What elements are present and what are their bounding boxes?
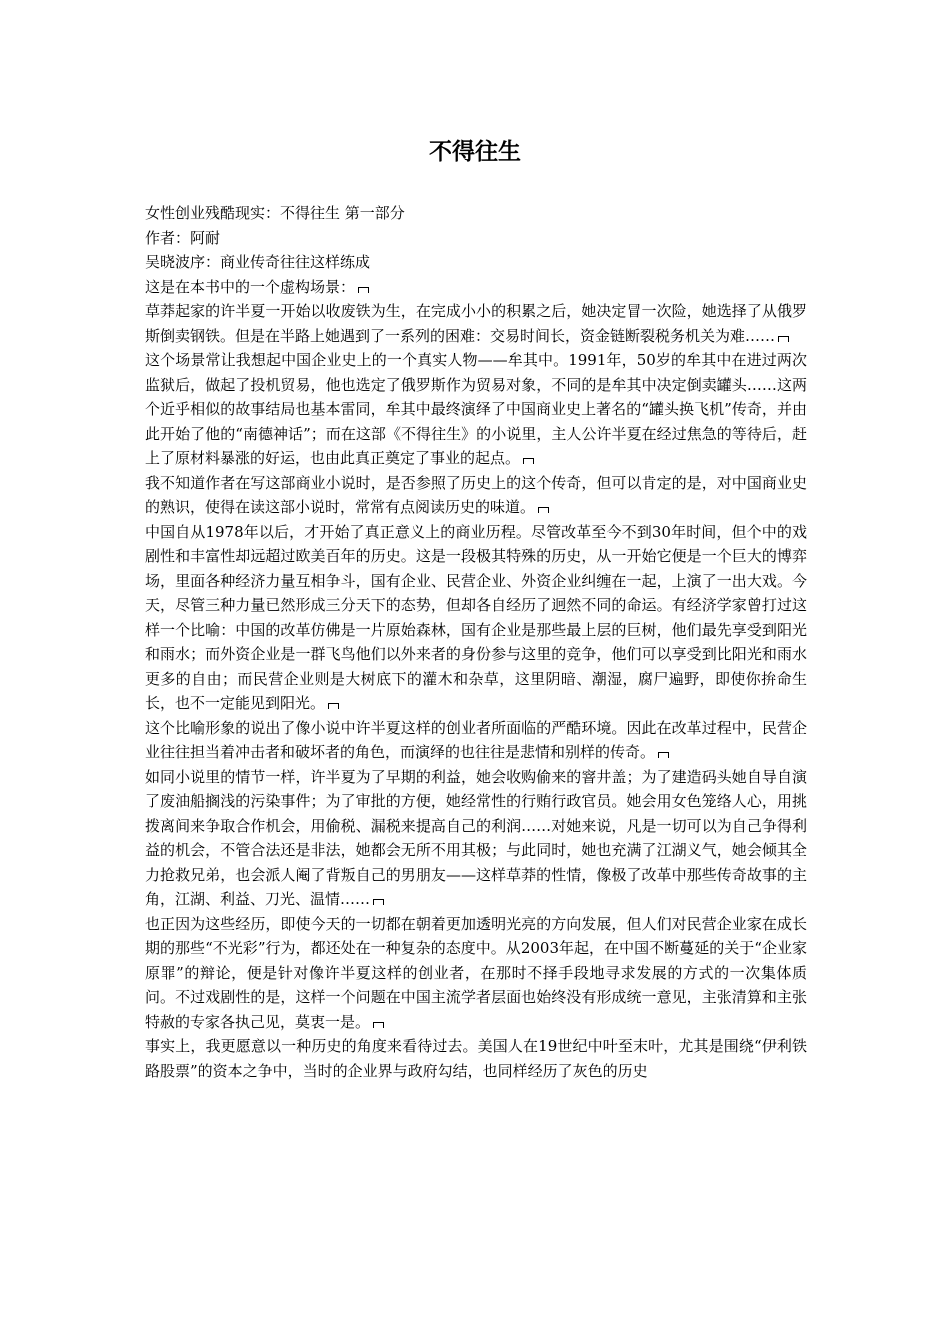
paragraph — [145, 250, 807, 275]
paragraph-text: 女性创业残酷现实：不得往生 第一部分 — [145, 204, 405, 222]
document-body — [145, 201, 807, 1083]
paragraph — [145, 348, 807, 471]
paragraph — [145, 1034, 807, 1083]
paragraph-mark-icon — [373, 899, 384, 905]
paragraph-mark-icon — [523, 458, 534, 464]
paragraph-text: 吴晓波序：商业传奇往往这样练成 — [145, 253, 371, 271]
paragraph — [145, 471, 807, 520]
paragraph — [145, 299, 807, 348]
paragraph-mark-icon — [778, 336, 789, 342]
paragraph-text: 我不知道作者在写这部商业小说时，是否参照了历史上的这个传奇，但可以肯定的是，对中国商业史的熟识，使得在读这部小说时，常常有点阅读历史的味道。 — [145, 473, 807, 516]
paragraph — [145, 226, 807, 251]
paragraph-text: 事实上，我更愿意以一种历史的角度来看待过去。美国人在19世纪中叶至末叶，尤其是围绕“伊利铁路股票”的资本之争中，当时的企业界与政府勾结，也同样经历了灰色的历史 — [145, 1037, 807, 1080]
paragraph — [145, 275, 807, 300]
paragraph-text: 中国自从1978年以后，才开始了真正意义上的商业历程。尽管改革至今不到30年时间，但个中的戏剧性和丰富性却远超过欧美百年的历史。这是一段极其特殊的历史，从一开始它便是一个巨大的博弈场，里面各种经济力量互相争斗，国有企业、民营企业、外资企业纠缠在一起，上演了一出大戏。今天，尽管三种力量已然形成三分天下的态势，但却各自经历了迥然不同的命运。有经济学家曾打过这样一个比喻：中国的改革仿佛是一片原始森林，国有企业是那些最上层的巨树，他们最先享受到阳光和雨水；而外资企业是一群飞鸟他们以外来者的身份参与这里的竞争，他们可以享受到比阳光和雨水更多的自由；而民营企业则是大树底下的灌木和杂草，这里阴暗、潮湿，腐尸遍野，即使你拚命生长，也不一定能见到阳光。 — [145, 522, 807, 712]
paragraph — [145, 201, 807, 226]
paragraph-mark-icon — [373, 1022, 384, 1028]
paragraph — [145, 912, 807, 1035]
paragraph-text: 这是在本书中的一个虚构场景： — [145, 277, 356, 296]
paragraph-text: 这个比喻形象的说出了像小说中许半夏这样的创业者所面临的严酷环境。因此在改革过程中，民营企业往往担当着冲击者和破坏者的角色，而演绎的也往往是悲情和别样的传奇。 — [145, 718, 807, 761]
paragraph-text: 如同小说里的情节一样，许半夏为了早期的利益，她会收购偷来的窨井盖；为了建造码头她自导自演了废油船搁浅的污染事件；为了审批的方便，她经常性的行贿行政官员。她会用女色笼络人心，用挑拨离间来争取合作机会，用偷税、漏税来提高自己的利润……对她来说，凡是一切可以为自己争得利益的机会，不管合法还是非法，她都会无所不用其极；与此同时，她也充满了江湖义气，她会倾其全力抢救兄弟，也会派人阉了背叛自己的男朋友——这样草莽的性情，像极了改革中那些传奇故事的主角，江湖、利益、刀光、温情…… — [145, 767, 807, 908]
paragraph-mark-icon — [658, 752, 669, 758]
paragraph-text: 草莽起家的许半夏一开始以收废铁为生，在完成小小的积累之后，她决定冒一次险，她选择了从俄罗斯倒卖钢铁。但是在半路上她遇到了一系列的困难：交易时间长，资金链断裂税务机关为难…… — [145, 302, 807, 345]
paragraph-text: 也正因为这些经历，即使今天的一切都在朝着更加透明光亮的方向发展，但人们对民营企业家在成长期的那些“不光彩”行为，都还处在一种复杂的态度中。从2003年起，在中国不断蔓延的关于“企业家原罪”的辩论，便是针对像许半夏这样的创业者，在那时不择手段地寻求发展的方式的一次集体质问。不过戏剧性的是，这样一个问题在中国主流学者层面也始终没有形成统一意见，主张清算和主张特赦的专家各执己见，莫衷一是。 — [145, 914, 807, 1031]
paragraph-mark-icon — [538, 507, 549, 513]
paragraph-mark-icon — [328, 703, 339, 709]
paragraph — [145, 520, 807, 716]
paragraph-text: 这个场景常让我想起中国企业史上的一个真实人物——牟其中。1991年，50岁的牟其中在进过两次监狱后，做起了投机贸易，他也选定了俄罗斯作为贸易对象，不同的是牟其中决定倒卖罐头……这两个近乎相似的故事结局也基本雷同，牟其中最终演绎了中国商业史上著名的“罐头换飞机”传奇，并由此开始了他的“南德神话”；而在这部《不得往生》的小说里，主人公许半夏在经过焦急的等待后，赶上了原材料暴涨的好运，也由此真正奠定了事业的起点。 — [145, 351, 807, 467]
paragraph-text: 作者：阿耐 — [145, 228, 221, 247]
paragraph — [145, 765, 807, 912]
paragraph — [145, 716, 807, 765]
paragraph-mark-icon — [358, 287, 369, 293]
document-title: 不得往生 — [429, 139, 521, 165]
